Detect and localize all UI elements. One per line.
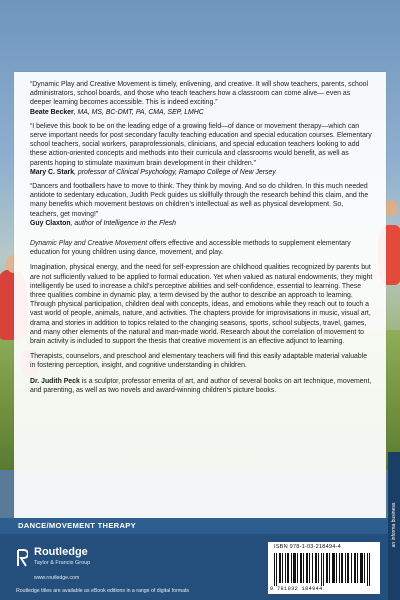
quote-text: “Dynamic Play and Creative Movement is timely, enlivening, and creative. It will show teachers, parents, school administrators, school boards, and those who teach teachers how a classroom can come alive— even as deeper learning becomes accessible. This is indeed exciting.” [30, 81, 369, 107]
text-panel [14, 72, 386, 534]
category-band [0, 518, 400, 534]
quote-author-role: , author of Intelligence in the Flesh [70, 219, 176, 227]
quote-author-role: , professor of Clinical Psychology, Ramapo College of New Jersey [74, 168, 276, 176]
ebook-note: Routledge titles are available as eBook editions in a range of digital formats [16, 588, 190, 594]
description-audience: Therapists, counselors, and preschool and elementary teachers will find this easily adaptable material valuable in fostering perception, insight, and cognitive understanding in children. [30, 353, 368, 370]
routledge-logo-icon [16, 548, 28, 568]
informa-vertical-tag [388, 452, 400, 600]
publisher-name: Routledge [34, 546, 88, 558]
barcode-icon [274, 553, 374, 586]
quote-author: Beate Becker, MA, MS, BC-DMT, PA, CMA, SEP, LMHC [30, 108, 204, 116]
quote-text: “I believe this book to be on the leading edge of a growing field—of dance or movement therapy—which can serve important needs for post secondary faculty teaching education and special education courses. Elementary school teachers, social workers, paraprofessionals, clinicians, and special education teachers looking to add these action-oriented concepts and methods into their curricula and classrooms would benefit, as well as parents hoping to stimulate maximum brain development in their children.” [30, 122, 372, 167]
barcode-area [268, 542, 380, 594]
background-child-right-head [384, 200, 398, 216]
quote-text: “Dancers and footballers have to move to think. They think by moving. And so do children. In this much needed antidote to sedentary education, Judith Peck guides us skillfully through the research behind this claim, and the many benefits which movement bestows on children’s intellectual as well as physical development. So, teachers, get moving!” [30, 183, 369, 218]
publisher-website: www.routledge.com [34, 575, 80, 581]
quote-2 [30, 122, 373, 177]
text-content [30, 80, 373, 401]
quote-3 [30, 182, 373, 228]
barcode-digits: 9 781032 184944 [270, 586, 323, 592]
quote-author: Mary C. Stark, professor of Clinical Psychology, Ramapo College of New Jersey [30, 168, 276, 176]
book-title-italic: Dynamic Play and Creative Movement [30, 240, 148, 248]
quote-author: Guy Claxton, author of Intelligence in the Flesh [30, 219, 176, 227]
category-label: DANCE/MOVEMENT THERAPY [18, 521, 136, 530]
publisher-group: Taylor & Francis Group [34, 560, 91, 566]
vertical-tag-label: an informa business [391, 502, 397, 548]
author-bio: Dr. Judith Peck is a sculptor, professor emerita of art, and author of several books on art technique, movement, and parenting, as well as two novels and award-winning children’s picture books. [30, 377, 372, 394]
quote-1 [30, 80, 373, 117]
quote-author-role: , MA, MS, BC-DMT, PA, CMA, SEP, LMHC [73, 108, 204, 116]
author-name: Dr. Judith Peck [30, 377, 80, 385]
description-intro: Dynamic Play and Creative Movement offers effective and accessible methods to supplement elementary education for young children using dance, movement, and play. [30, 240, 351, 257]
description-body: Imagination, physical energy, and the need for self-expression are childhood qualities recognized by parents but are not sufficiently valued to be applied to formal education. Yet when valued as natural endowments, they might intelligently be used to increase a child’s perceptive abilities and self-confidence, essential to learning. These three qualities combine in dynamic play, a term devised by the author to describe an approach to learning. Through physical participation, children deal with concepts, ideas, and emotions while they reach out to touch a vast world of people, animals, nature, and activities. The chapters provide for improvisations in music, visual art, drama and stories in addition to topics related to the changing seasons, sports, school subjects, travel, games, and many other elements of the natural and man-made world. Research about the correlation of movement to brain activity is included to support the thesis that creative movement is an effective adjunct to learning. [30, 264, 373, 346]
isbn-label: ISBN 978-1-03-218494-4 [274, 544, 341, 550]
